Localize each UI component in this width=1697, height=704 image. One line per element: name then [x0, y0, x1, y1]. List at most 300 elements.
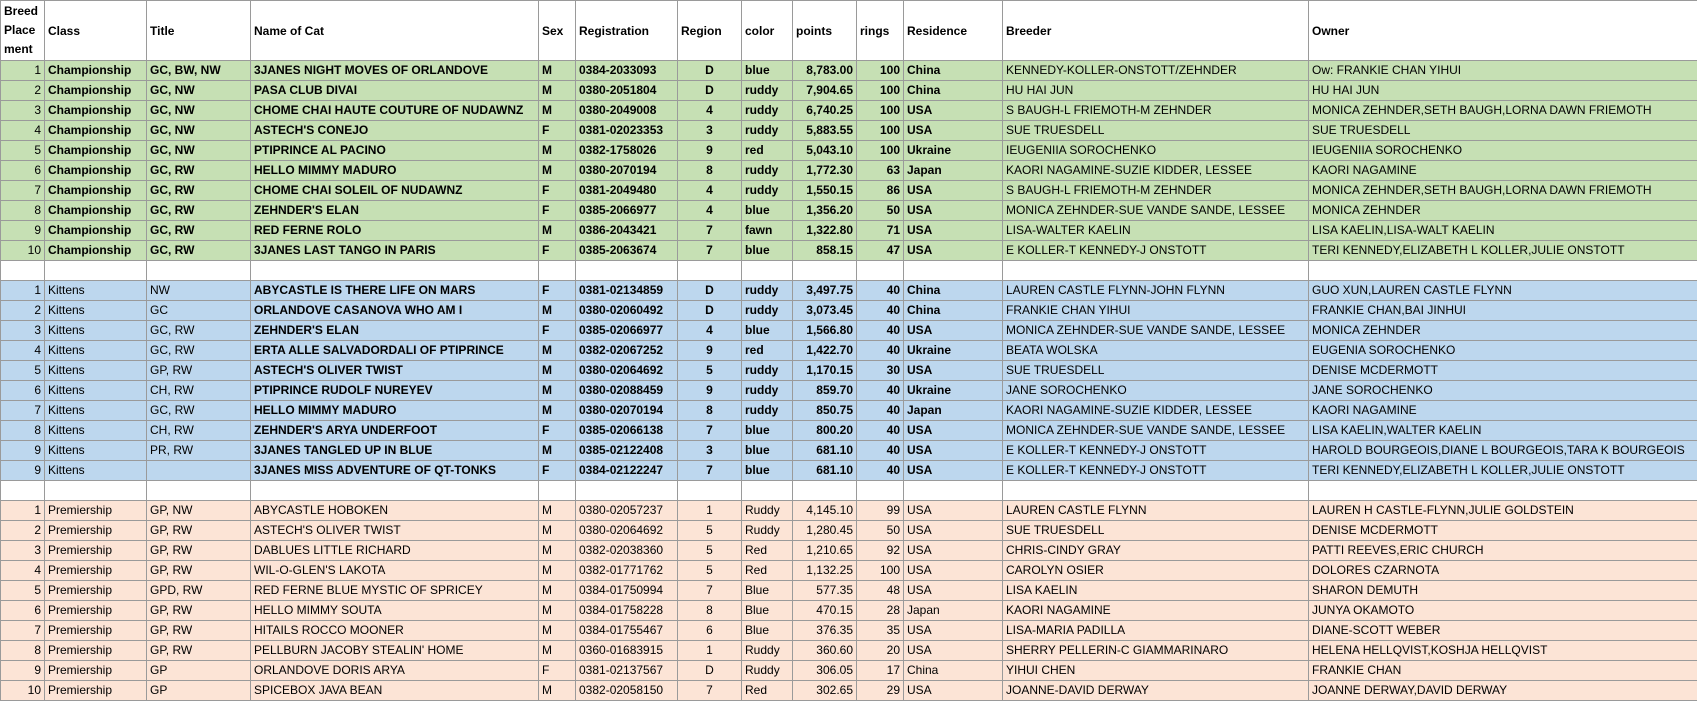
cell-rings[interactable]: 40 — [857, 441, 904, 461]
cell-rings[interactable]: 100 — [857, 61, 904, 81]
cell-sex[interactable]: M — [539, 641, 576, 661]
cell-residence[interactable]: USA — [904, 561, 1003, 581]
cell-name-of-cat[interactable]: 3JANES MISS ADVENTURE OF QT-TONKS — [251, 461, 539, 481]
cell-registration[interactable]: 0384-01750994 — [576, 581, 678, 601]
cell-placement[interactable]: 9 — [1, 461, 45, 481]
cell-placement[interactable]: 6 — [1, 161, 45, 181]
cell-name-of-cat[interactable]: ERTA ALLE SALVADORDALI OF PTIPRINCE — [251, 341, 539, 361]
cell-name-of-cat[interactable]: ORLANDOVE CASANOVA WHO AM I — [251, 301, 539, 321]
cell-rings[interactable]: 29 — [857, 681, 904, 701]
cell-points[interactable]: 7,904.65 — [793, 81, 857, 101]
cell-breeder[interactable]: LISA KAELIN — [1003, 581, 1309, 601]
header-name-of-cat[interactable]: Name of Cat — [251, 1, 539, 61]
cell-breeder[interactable]: BEATA WOLSKA — [1003, 341, 1309, 361]
cell-class[interactable]: Kittens — [45, 441, 147, 461]
cell-points[interactable]: 1,322.80 — [793, 221, 857, 241]
cell-sex[interactable]: F — [539, 121, 576, 141]
cell-points[interactable]: 4,145.10 — [793, 501, 857, 521]
cell-points[interactable]: 5,883.55 — [793, 121, 857, 141]
cell-color[interactable]: ruddy — [742, 121, 793, 141]
cell-residence[interactable]: USA — [904, 681, 1003, 701]
cell-name-of-cat[interactable]: 3JANES NIGHT MOVES OF ORLANDOVE — [251, 61, 539, 81]
cell-rings[interactable]: 86 — [857, 181, 904, 201]
cell-name-of-cat[interactable]: ABYCASTLE IS THERE LIFE ON MARS — [251, 281, 539, 301]
cell-registration[interactable]: 0385-2066977 — [576, 201, 678, 221]
cell-breeder[interactable]: LISA-MARIA PADILLA — [1003, 621, 1309, 641]
empty-cell[interactable] — [742, 261, 793, 281]
cell-title[interactable]: GP, RW — [147, 621, 251, 641]
cell-placement[interactable]: 7 — [1, 621, 45, 641]
cell-breeder[interactable]: CAROLYN OSIER — [1003, 561, 1309, 581]
empty-cell[interactable] — [1003, 481, 1309, 501]
cell-name-of-cat[interactable]: CHOME CHAI HAUTE COUTURE OF NUDAWNZ — [251, 101, 539, 121]
cell-owner[interactable]: TERI KENNEDY,ELIZABETH L KOLLER,JULIE ONSTOTT — [1309, 241, 1697, 261]
cell-color[interactable]: ruddy — [742, 101, 793, 121]
cell-rings[interactable]: 50 — [857, 521, 904, 541]
cell-residence[interactable]: USA — [904, 421, 1003, 441]
cell-placement[interactable]: 5 — [1, 361, 45, 381]
cell-registration[interactable]: 0385-02122408 — [576, 441, 678, 461]
cell-owner[interactable]: LAUREN H CASTLE-FLYNN,JULIE GOLDSTEIN — [1309, 501, 1697, 521]
cell-points[interactable]: 376.35 — [793, 621, 857, 641]
header-owner[interactable]: Owner — [1309, 1, 1697, 61]
cell-residence[interactable]: USA — [904, 521, 1003, 541]
cell-rings[interactable]: 100 — [857, 81, 904, 101]
cell-name-of-cat[interactable]: WIL-O-GLEN'S LAKOTA — [251, 561, 539, 581]
cell-title[interactable] — [147, 461, 251, 481]
cell-name-of-cat[interactable]: ORLANDOVE DORIS ARYA — [251, 661, 539, 681]
cell-class[interactable]: Championship — [45, 221, 147, 241]
cell-registration[interactable]: 0380-02088459 — [576, 381, 678, 401]
cell-title[interactable]: CH, RW — [147, 421, 251, 441]
cell-name-of-cat[interactable]: HELLO MIMMY MADURO — [251, 161, 539, 181]
cell-owner[interactable]: JANE SOROCHENKO — [1309, 381, 1697, 401]
cell-region[interactable]: 8 — [678, 401, 742, 421]
cell-rings[interactable]: 92 — [857, 541, 904, 561]
cell-registration[interactable]: 0380-02064692 — [576, 361, 678, 381]
cell-residence[interactable]: China — [904, 81, 1003, 101]
cell-class[interactable]: Premiership — [45, 641, 147, 661]
empty-cell[interactable] — [539, 481, 576, 501]
cell-registration[interactable]: 0381-02023353 — [576, 121, 678, 141]
cell-residence[interactable]: China — [904, 301, 1003, 321]
cell-breeder[interactable]: KENNEDY-KOLLER-ONSTOTT/ZEHNDER — [1003, 61, 1309, 81]
cell-color[interactable]: ruddy — [742, 381, 793, 401]
cell-color[interactable]: ruddy — [742, 181, 793, 201]
empty-cell[interactable] — [793, 481, 857, 501]
empty-cell[interactable] — [904, 261, 1003, 281]
cell-owner[interactable]: KAORI NAGAMINE — [1309, 401, 1697, 421]
cell-owner[interactable]: PATTI REEVES,ERIC CHURCH — [1309, 541, 1697, 561]
empty-cell[interactable] — [251, 261, 539, 281]
empty-cell[interactable] — [147, 261, 251, 281]
cell-placement[interactable]: 8 — [1, 421, 45, 441]
cell-placement[interactable]: 9 — [1, 221, 45, 241]
cell-color[interactable]: red — [742, 341, 793, 361]
cell-placement[interactable]: 1 — [1, 61, 45, 81]
cell-class[interactable]: Championship — [45, 141, 147, 161]
cell-owner[interactable]: TERI KENNEDY,ELIZABETH L KOLLER,JULIE ONSTOTT — [1309, 461, 1697, 481]
header-color[interactable]: color — [742, 1, 793, 61]
cell-class[interactable]: Kittens — [45, 281, 147, 301]
cell-breeder[interactable]: KAORI NAGAMINE-SUZIE KIDDER, LESSEE — [1003, 401, 1309, 421]
cell-points[interactable]: 1,280.45 — [793, 521, 857, 541]
cell-owner[interactable]: SUE TRUESDELL — [1309, 121, 1697, 141]
cell-class[interactable]: Premiership — [45, 661, 147, 681]
cell-registration[interactable]: 0382-1758026 — [576, 141, 678, 161]
cell-registration[interactable]: 0384-01758228 — [576, 601, 678, 621]
cell-name-of-cat[interactable]: PTIPRINCE AL PACINO — [251, 141, 539, 161]
cell-owner[interactable]: Ow: FRANKIE CHAN YIHUI — [1309, 61, 1697, 81]
cell-placement[interactable]: 4 — [1, 341, 45, 361]
cell-rings[interactable]: 35 — [857, 621, 904, 641]
cell-region[interactable]: 6 — [678, 621, 742, 641]
cell-sex[interactable]: F — [539, 461, 576, 481]
cell-breeder[interactable]: SHERRY PELLERIN-C GIAMMARINARO — [1003, 641, 1309, 661]
cell-region[interactable]: D — [678, 81, 742, 101]
cell-class[interactable]: Kittens — [45, 421, 147, 441]
cell-registration[interactable]: 0385-02066977 — [576, 321, 678, 341]
cell-residence[interactable]: USA — [904, 181, 1003, 201]
header-class[interactable]: Class — [45, 1, 147, 61]
cell-registration[interactable]: 0360-01683915 — [576, 641, 678, 661]
cell-placement[interactable]: 2 — [1, 301, 45, 321]
cell-placement[interactable]: 3 — [1, 541, 45, 561]
cell-breeder[interactable]: E KOLLER-T KENNEDY-J ONSTOTT — [1003, 441, 1309, 461]
cell-region[interactable]: 9 — [678, 381, 742, 401]
cell-sex[interactable]: M — [539, 621, 576, 641]
cell-title[interactable]: GP, RW — [147, 521, 251, 541]
header-sex[interactable]: Sex — [539, 1, 576, 61]
cell-name-of-cat[interactable]: ZEHNDER'S ARYA UNDERFOOT — [251, 421, 539, 441]
cell-title[interactable]: GC, RW — [147, 401, 251, 421]
cell-placement[interactable]: 10 — [1, 241, 45, 261]
cell-owner[interactable]: KAORI NAGAMINE — [1309, 161, 1697, 181]
cell-color[interactable]: ruddy — [742, 361, 793, 381]
cell-owner[interactable]: MONICA ZEHNDER,SETH BAUGH,LORNA DAWN FRIEMOTH — [1309, 181, 1697, 201]
cell-breeder[interactable]: SUE TRUESDELL — [1003, 361, 1309, 381]
cell-points[interactable]: 1,356.20 — [793, 201, 857, 221]
cell-title[interactable]: GC, RW — [147, 341, 251, 361]
cell-region[interactable]: D — [678, 661, 742, 681]
cell-sex[interactable]: M — [539, 601, 576, 621]
cell-sex[interactable]: F — [539, 281, 576, 301]
empty-cell[interactable] — [45, 481, 147, 501]
cell-title[interactable]: GP, RW — [147, 541, 251, 561]
cell-name-of-cat[interactable]: RED FERNE ROLO — [251, 221, 539, 241]
empty-cell[interactable] — [1003, 261, 1309, 281]
cell-owner[interactable]: EUGENIA SOROCHENKO — [1309, 341, 1697, 361]
cell-title[interactable]: GP — [147, 681, 251, 701]
cell-name-of-cat[interactable]: PTIPRINCE RUDOLF NUREYEV — [251, 381, 539, 401]
cell-region[interactable]: 1 — [678, 501, 742, 521]
cell-points[interactable]: 5,043.10 — [793, 141, 857, 161]
cell-breeder[interactable]: SUE TRUESDELL — [1003, 521, 1309, 541]
cell-sex[interactable]: M — [539, 401, 576, 421]
cell-sex[interactable]: F — [539, 421, 576, 441]
cell-rings[interactable]: 40 — [857, 341, 904, 361]
cell-color[interactable]: Red — [742, 681, 793, 701]
cell-registration[interactable]: 0381-2049480 — [576, 181, 678, 201]
cell-sex[interactable]: M — [539, 61, 576, 81]
cell-region[interactable]: 3 — [678, 441, 742, 461]
cell-title[interactable]: GC, RW — [147, 241, 251, 261]
cell-rings[interactable]: 40 — [857, 461, 904, 481]
cell-sex[interactable]: M — [539, 301, 576, 321]
cell-owner[interactable]: MONICA ZEHNDER — [1309, 321, 1697, 341]
cell-title[interactable]: GC, RW — [147, 221, 251, 241]
header-rings[interactable]: rings — [857, 1, 904, 61]
cell-rings[interactable]: 100 — [857, 101, 904, 121]
cell-owner[interactable]: SHARON DEMUTH — [1309, 581, 1697, 601]
cell-breeder[interactable]: S BAUGH-L FRIEMOTH-M ZEHNDER — [1003, 101, 1309, 121]
cell-rings[interactable]: 100 — [857, 561, 904, 581]
cell-region[interactable]: 7 — [678, 581, 742, 601]
empty-cell[interactable] — [793, 261, 857, 281]
cell-class[interactable]: Championship — [45, 101, 147, 121]
cell-owner[interactable]: LISA KAELIN,LISA-WALT KAELIN — [1309, 221, 1697, 241]
cell-class[interactable]: Kittens — [45, 361, 147, 381]
cell-region[interactable]: 5 — [678, 541, 742, 561]
cell-name-of-cat[interactable]: ASTECH'S OLIVER TWIST — [251, 521, 539, 541]
cell-points[interactable]: 681.10 — [793, 441, 857, 461]
cell-class[interactable]: Kittens — [45, 461, 147, 481]
cell-breeder[interactable]: LAUREN CASTLE FLYNN — [1003, 501, 1309, 521]
cell-placement[interactable]: 1 — [1, 281, 45, 301]
cell-name-of-cat[interactable]: ABYCASTLE HOBOKEN — [251, 501, 539, 521]
cell-class[interactable]: Premiership — [45, 681, 147, 701]
cell-region[interactable]: 5 — [678, 521, 742, 541]
cell-registration[interactable]: 0384-2033093 — [576, 61, 678, 81]
cell-name-of-cat[interactable]: HELLO MIMMY SOUTA — [251, 601, 539, 621]
cell-residence[interactable]: USA — [904, 461, 1003, 481]
cell-rings[interactable]: 47 — [857, 241, 904, 261]
cell-placement[interactable]: 5 — [1, 581, 45, 601]
empty-cell[interactable] — [678, 261, 742, 281]
cell-owner[interactable]: JOANNE DERWAY,DAVID DERWAY — [1309, 681, 1697, 701]
cell-owner[interactable]: MONICA ZEHNDER,SETH BAUGH,LORNA DAWN FRIEMOTH — [1309, 101, 1697, 121]
cell-residence[interactable]: USA — [904, 641, 1003, 661]
empty-cell[interactable] — [742, 481, 793, 501]
cell-sex[interactable]: M — [539, 81, 576, 101]
cell-placement[interactable]: 6 — [1, 601, 45, 621]
cell-residence[interactable]: China — [904, 661, 1003, 681]
cell-points[interactable]: 1,210.65 — [793, 541, 857, 561]
cell-points[interactable]: 3,073.45 — [793, 301, 857, 321]
header-breeder[interactable]: Breeder — [1003, 1, 1309, 61]
cell-placement[interactable]: 3 — [1, 101, 45, 121]
cell-registration[interactable]: 0380-02064692 — [576, 521, 678, 541]
cell-rings[interactable]: 20 — [857, 641, 904, 661]
cell-owner[interactable]: DOLORES CZARNOTA — [1309, 561, 1697, 581]
cell-color[interactable]: ruddy — [742, 401, 793, 421]
cell-registration[interactable]: 0384-02122247 — [576, 461, 678, 481]
empty-cell[interactable] — [904, 481, 1003, 501]
cell-points[interactable]: 1,772.30 — [793, 161, 857, 181]
cell-sex[interactable]: M — [539, 681, 576, 701]
cell-title[interactable]: GP, RW — [147, 561, 251, 581]
cell-region[interactable]: 7 — [678, 421, 742, 441]
empty-cell[interactable] — [1309, 481, 1697, 501]
cell-registration[interactable]: 0384-01755467 — [576, 621, 678, 641]
cell-class[interactable]: Championship — [45, 61, 147, 81]
cell-sex[interactable]: M — [539, 141, 576, 161]
cell-breeder[interactable]: E KOLLER-T KENNEDY-J ONSTOTT — [1003, 241, 1309, 261]
cell-rings[interactable]: 40 — [857, 381, 904, 401]
cell-title[interactable]: GP, RW — [147, 601, 251, 621]
cell-sex[interactable]: M — [539, 521, 576, 541]
cell-placement[interactable]: 2 — [1, 521, 45, 541]
cell-title[interactable]: PR, RW — [147, 441, 251, 461]
cell-residence[interactable]: USA — [904, 581, 1003, 601]
cell-rings[interactable]: 40 — [857, 321, 904, 341]
cell-registration[interactable]: 0386-2043421 — [576, 221, 678, 241]
cell-class[interactable]: Premiership — [45, 581, 147, 601]
cell-class[interactable]: Kittens — [45, 301, 147, 321]
cell-owner[interactable]: FRANKIE CHAN,BAI JINHUI — [1309, 301, 1697, 321]
cell-residence[interactable]: USA — [904, 221, 1003, 241]
cell-title[interactable]: GC, RW — [147, 321, 251, 341]
cell-owner[interactable]: MONICA ZEHNDER — [1309, 201, 1697, 221]
cell-registration[interactable]: 0380-02060492 — [576, 301, 678, 321]
cell-region[interactable]: 8 — [678, 161, 742, 181]
cell-color[interactable]: Ruddy — [742, 521, 793, 541]
cell-placement[interactable]: 8 — [1, 641, 45, 661]
cell-placement[interactable]: 2 — [1, 81, 45, 101]
cell-name-of-cat[interactable]: ASTECH'S OLIVER TWIST — [251, 361, 539, 381]
empty-cell[interactable] — [1, 261, 45, 281]
cell-title[interactable]: GP — [147, 661, 251, 681]
cell-class[interactable]: Kittens — [45, 341, 147, 361]
cell-points[interactable]: 1,566.80 — [793, 321, 857, 341]
cell-placement[interactable]: 9 — [1, 441, 45, 461]
header-residence[interactable]: Residence — [904, 1, 1003, 61]
cell-class[interactable]: Kittens — [45, 321, 147, 341]
cell-points[interactable]: 681.10 — [793, 461, 857, 481]
cell-breeder[interactable]: IEUGENIIA SOROCHENKO — [1003, 141, 1309, 161]
cell-region[interactable]: 9 — [678, 141, 742, 161]
cell-title[interactable]: NW — [147, 281, 251, 301]
cell-breeder[interactable]: MONICA ZEHNDER-SUE VANDE SANDE, LESSEE — [1003, 201, 1309, 221]
cell-class[interactable]: Championship — [45, 81, 147, 101]
cell-name-of-cat[interactable]: CHOME CHAI SOLEIL OF NUDAWNZ — [251, 181, 539, 201]
cell-residence[interactable]: Ukraine — [904, 341, 1003, 361]
cell-rings[interactable]: 48 — [857, 581, 904, 601]
cell-residence[interactable]: USA — [904, 101, 1003, 121]
cell-region[interactable]: 3 — [678, 121, 742, 141]
cell-color[interactable]: blue — [742, 241, 793, 261]
cell-breeder[interactable]: LISA-WALTER KAELIN — [1003, 221, 1309, 241]
cell-color[interactable]: blue — [742, 421, 793, 441]
empty-cell[interactable] — [576, 261, 678, 281]
cell-sex[interactable]: M — [539, 101, 576, 121]
cell-sex[interactable]: M — [539, 501, 576, 521]
cell-title[interactable]: GC — [147, 301, 251, 321]
cell-color[interactable]: Ruddy — [742, 661, 793, 681]
cell-registration[interactable]: 0385-2063674 — [576, 241, 678, 261]
cell-title[interactable]: GPD, RW — [147, 581, 251, 601]
cell-residence[interactable]: Ukraine — [904, 141, 1003, 161]
cell-sex[interactable]: M — [539, 221, 576, 241]
cell-color[interactable]: ruddy — [742, 161, 793, 181]
cell-class[interactable]: Premiership — [45, 501, 147, 521]
empty-cell[interactable] — [678, 481, 742, 501]
cell-registration[interactable]: 0382-02038360 — [576, 541, 678, 561]
cell-placement[interactable]: 9 — [1, 661, 45, 681]
cell-registration[interactable]: 0382-01771762 — [576, 561, 678, 581]
cell-points[interactable]: 306.05 — [793, 661, 857, 681]
cell-owner[interactable]: DENISE MCDERMOTT — [1309, 521, 1697, 541]
cell-rings[interactable]: 99 — [857, 501, 904, 521]
cell-sex[interactable]: M — [539, 361, 576, 381]
cell-points[interactable]: 8,783.00 — [793, 61, 857, 81]
cell-class[interactable]: Premiership — [45, 521, 147, 541]
cell-breeder[interactable]: MONICA ZEHNDER-SUE VANDE SANDE, LESSEE — [1003, 321, 1309, 341]
cell-region[interactable]: 7 — [678, 461, 742, 481]
cell-sex[interactable]: M — [539, 561, 576, 581]
cell-owner[interactable]: HELENA HELLQVIST,KOSHJA HELLQVIST — [1309, 641, 1697, 661]
cell-name-of-cat[interactable]: HITAILS ROCCO MOONER — [251, 621, 539, 641]
cell-region[interactable]: 8 — [678, 601, 742, 621]
cell-title[interactable]: GC, NW — [147, 141, 251, 161]
cell-breeder[interactable]: CHRIS-CINDY GRAY — [1003, 541, 1309, 561]
cell-color[interactable]: blue — [742, 441, 793, 461]
cell-color[interactable]: Ruddy — [742, 501, 793, 521]
cell-region[interactable]: 5 — [678, 361, 742, 381]
cell-region[interactable]: 7 — [678, 241, 742, 261]
cell-rings[interactable]: 40 — [857, 281, 904, 301]
cell-name-of-cat[interactable]: RED FERNE BLUE MYSTIC OF SPRICEY — [251, 581, 539, 601]
cell-points[interactable]: 470.15 — [793, 601, 857, 621]
cell-registration[interactable]: 0381-02134859 — [576, 281, 678, 301]
cell-class[interactable]: Premiership — [45, 601, 147, 621]
cell-registration[interactable]: 0382-02067252 — [576, 341, 678, 361]
cell-placement[interactable]: 1 — [1, 501, 45, 521]
cell-points[interactable]: 302.65 — [793, 681, 857, 701]
cell-class[interactable]: Premiership — [45, 541, 147, 561]
cell-title[interactable]: GC, RW — [147, 181, 251, 201]
cell-name-of-cat[interactable]: HELLO MIMMY MADURO — [251, 401, 539, 421]
cell-class[interactable]: Kittens — [45, 401, 147, 421]
cell-residence[interactable]: Ukraine — [904, 381, 1003, 401]
cell-rings[interactable]: 17 — [857, 661, 904, 681]
cell-registration[interactable]: 0385-02066138 — [576, 421, 678, 441]
header-points[interactable]: points — [793, 1, 857, 61]
cell-sex[interactable]: F — [539, 201, 576, 221]
empty-cell[interactable] — [576, 481, 678, 501]
cell-region[interactable]: 9 — [678, 341, 742, 361]
cell-title[interactable]: GC, BW, NW — [147, 61, 251, 81]
cell-residence[interactable]: USA — [904, 201, 1003, 221]
cell-registration[interactable]: 0381-02137567 — [576, 661, 678, 681]
cell-sex[interactable]: M — [539, 381, 576, 401]
cell-color[interactable]: Red — [742, 561, 793, 581]
cell-name-of-cat[interactable]: SPICEBOX JAVA BEAN — [251, 681, 539, 701]
cell-points[interactable]: 1,422.70 — [793, 341, 857, 361]
cell-title[interactable]: CH, RW — [147, 381, 251, 401]
cell-sex[interactable]: M — [539, 541, 576, 561]
cell-breeder[interactable]: JOANNE-DAVID DERWAY — [1003, 681, 1309, 701]
cell-breeder[interactable]: HU HAI JUN — [1003, 81, 1309, 101]
cell-placement[interactable]: 3 — [1, 321, 45, 341]
cell-color[interactable]: Blue — [742, 621, 793, 641]
cell-residence[interactable]: China — [904, 61, 1003, 81]
cell-region[interactable]: 5 — [678, 561, 742, 581]
cell-breeder[interactable]: SUE TRUESDELL — [1003, 121, 1309, 141]
cell-name-of-cat[interactable]: DABLUES LITTLE RICHARD — [251, 541, 539, 561]
cell-residence[interactable]: USA — [904, 241, 1003, 261]
cell-breeder[interactable]: S BAUGH-L FRIEMOTH-M ZEHNDER — [1003, 181, 1309, 201]
